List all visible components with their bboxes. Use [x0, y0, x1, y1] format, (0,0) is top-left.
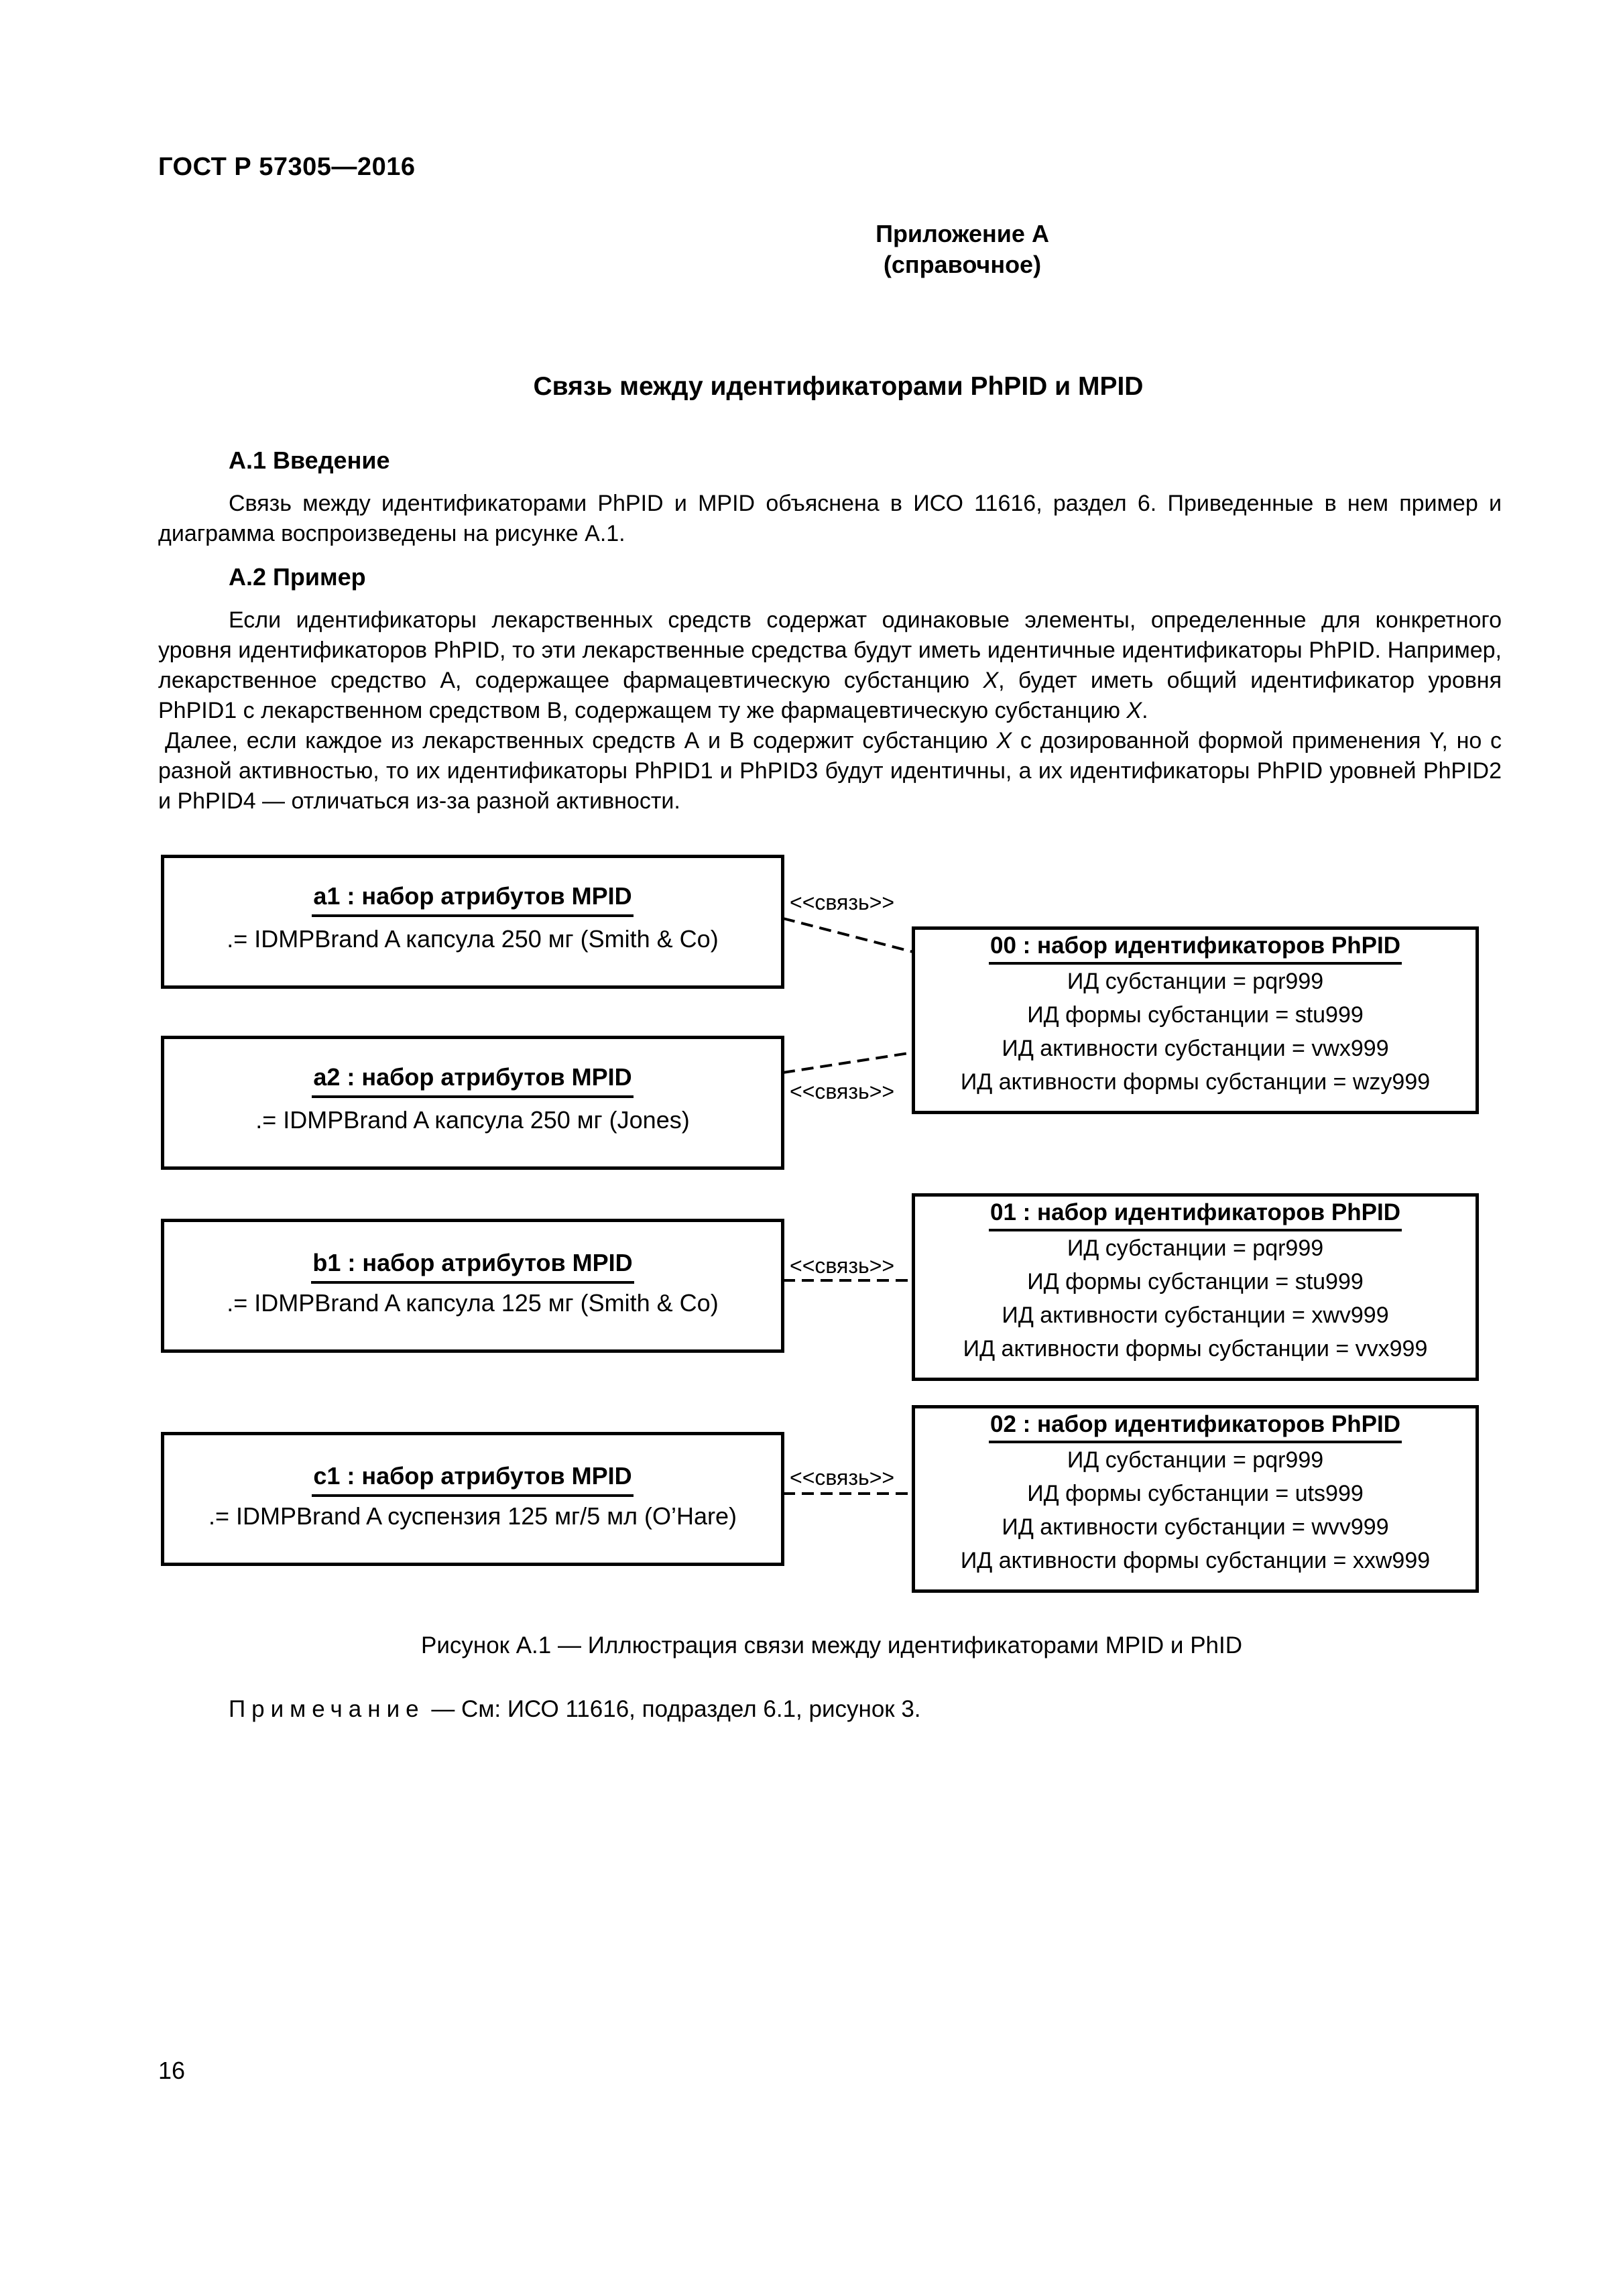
mpid-box-value: .= IDMPBrand A капсула 250 мг (Jones) — [255, 1106, 690, 1134]
phpid-box-heading-text: 01 : набор идентификаторов PhPID — [989, 1199, 1402, 1231]
phpid-box-00 — [912, 926, 1479, 1114]
phpid-row: ИД субстанции = pqr999 — [1067, 1447, 1324, 1473]
phpid-row: ИД формы субстанции = uts999 — [1027, 1481, 1364, 1506]
phpid-box-02 — [912, 1405, 1479, 1593]
phpid-box-01 — [912, 1193, 1479, 1381]
page-number: 16 — [158, 2057, 186, 2084]
mpid-box-heading — [164, 1462, 781, 1497]
phpid-row: ИД активности формы субстанции = wzy999 — [960, 1069, 1431, 1095]
mpid-box-heading-text: c1 : набор атрибутов MPID — [312, 1462, 633, 1497]
connector-a2-00 — [783, 1052, 913, 1073]
phpid-row: ИД активности субстанции = xwv999 — [1002, 1303, 1389, 1328]
text-run: с дозированной формой применения Y, но с разной активностью, то их идентификаторы PhPID1 и PhPID3 будут идентичны, а их идентификаторы PhPID уровней PhPID2 и PhPID4 — отличаться из-за разной активности. — [158, 728, 1502, 814]
mpid-box-a1 — [161, 855, 784, 989]
text-run-italic: X — [983, 668, 999, 693]
link-label-a2: <<связь>> — [790, 1079, 895, 1103]
link-label-a1: <<связь>> — [790, 890, 895, 914]
appendix-title: Приложение А — [876, 220, 1049, 247]
phpid-row: ИД активности формы субстанции = vvx999 — [963, 1336, 1428, 1362]
link-label-b1: <<связь>> — [790, 1254, 895, 1278]
phpid-row: ИД формы субстанции = stu999 — [1027, 1269, 1364, 1294]
mpid-box-c1 — [161, 1432, 784, 1566]
appendix-status: (справочное) — [883, 251, 1042, 278]
mpid-box-value: .= IDMPBrand A капсула 125 мг (Smith & Co) — [227, 1289, 719, 1317]
link-label-c1: <<связь>> — [790, 1465, 895, 1490]
mpid-box-b1 — [161, 1219, 784, 1353]
phpid-box-heading — [915, 1199, 1476, 1231]
figure-caption: Рисунок А.1 — Иллюстрация связи между идентификаторами MPID и PhID — [420, 1632, 1243, 1658]
text-run: , будет иметь общий идентификатор уровня PhPID1 с лекарственном средством В, содержащем ту же фармацевтическую субстанцию — [158, 668, 1502, 723]
paragraph-a1-text: Связь между идентификаторами PhPID и MPID объяснена в ИСО 11616, раздел 6. Приведенные в нем пример и диаграмма воспроизведены на рисунке А.1. — [158, 491, 1502, 546]
phpid-row: ИД активности субстанции = wvv999 — [1002, 1514, 1389, 1540]
mpid-box-value: .= IDMPBrand A капсула 250 мг (Smith & Co) — [227, 925, 719, 953]
phpid-box-heading-text: 02 : набор идентификаторов PhPID — [989, 1411, 1402, 1443]
mpid-box-heading — [164, 1063, 781, 1098]
phpid-box-heading-text: 00 : набор идентификаторов PhPID — [989, 932, 1402, 965]
heading-a1: А.1 Введение — [229, 446, 390, 474]
text-run: Если идентификаторы лекарственных средств содержат одинаковые элементы, определенные для конкретного уровня идентификаторов PhPID, то эти лекарственные средства будут иметь идентичные идентификаторы PhPID. Например, лекарственное средство А, содержащее фармацевтическую субстанцию — [158, 607, 1502, 693]
note — [229, 1696, 921, 1723]
standard-designation: ГОСТ Р 57305—2016 — [158, 153, 416, 181]
connector-a1-00 — [783, 918, 913, 952]
heading-a2: А.2 Пример — [229, 563, 366, 591]
section-title: Связь между идентификаторами PhPID и MPID — [533, 372, 1144, 401]
phpid-row: ИД субстанции = pqr999 — [1067, 969, 1324, 994]
phpid-row: ИД активности формы субстанции = xxw999 — [960, 1548, 1431, 1573]
note-text: — См: ИСО 11616, подраздел 6.1, рисунок 3. — [424, 1696, 921, 1722]
phpid-box-heading — [915, 1411, 1476, 1443]
mpid-box-value: .= IDMPBrand A суспензия 125 мг/5 мл (O’Hare) — [208, 1502, 737, 1530]
note-label: Примечание — [229, 1696, 425, 1722]
phpid-row: ИД активности субстанции = vwx999 — [1002, 1036, 1389, 1061]
mpid-box-heading-text: a1 : набор атрибутов MPID — [312, 882, 633, 917]
text-run: . — [1142, 698, 1148, 723]
text-run: Далее, если каждое из лекарственных средств А и В содержит субстанцию — [165, 728, 997, 753]
text-run-italic: X — [1126, 698, 1142, 723]
phpid-row: ИД формы субстанции = stu999 — [1027, 1002, 1364, 1028]
mpid-box-heading-text: a2 : набор атрибутов MPID — [312, 1063, 633, 1098]
text-run-italic: X — [996, 728, 1012, 753]
mpid-box-heading — [164, 1249, 781, 1284]
mpid-box-heading — [164, 882, 781, 917]
phpid-box-heading — [915, 932, 1476, 965]
mpid-box-heading-text: b1 : набор атрибутов MPID — [311, 1249, 634, 1284]
phpid-row: ИД субстанции = pqr999 — [1067, 1235, 1324, 1261]
mpid-box-a2 — [161, 1036, 784, 1170]
